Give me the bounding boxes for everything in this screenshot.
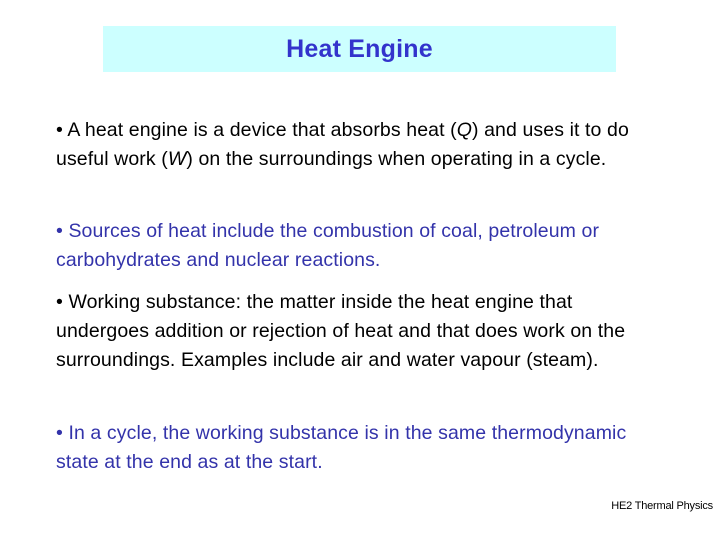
title-banner [103, 26, 616, 72]
bullet-heat-sources: • Sources of heat include the combustion of coal, petroleum or carbohydrates and nuclear reactions. [56, 220, 600, 271]
bullet-cycle: • In a cycle, the working substance is in the same thermodynamic state at the end as at the start. [56, 422, 627, 473]
footer-course-label: HE2 Thermal Physics [611, 500, 713, 512]
symbol-q: Q [456, 119, 472, 141]
bullet-heat-engine-definition [56, 116, 656, 174]
bullet-working-substance: • Working substance: the matter inside the heat engine that undergoes addition or rejection of heat and that does work on the surroundings. Examples include air and water vapour (steam). [56, 291, 626, 371]
bullet-1-text-b: ) and uses it to do useful work ( [56, 119, 629, 170]
slide-title: Heat Engine [286, 34, 433, 63]
symbol-w: W [167, 148, 187, 170]
bullet-1-text-a: • A heat engine is a device that absorbs heat ( [56, 119, 457, 141]
bullet-1-text-c: ) on the surroundings when operating in a cycle. [186, 148, 607, 170]
